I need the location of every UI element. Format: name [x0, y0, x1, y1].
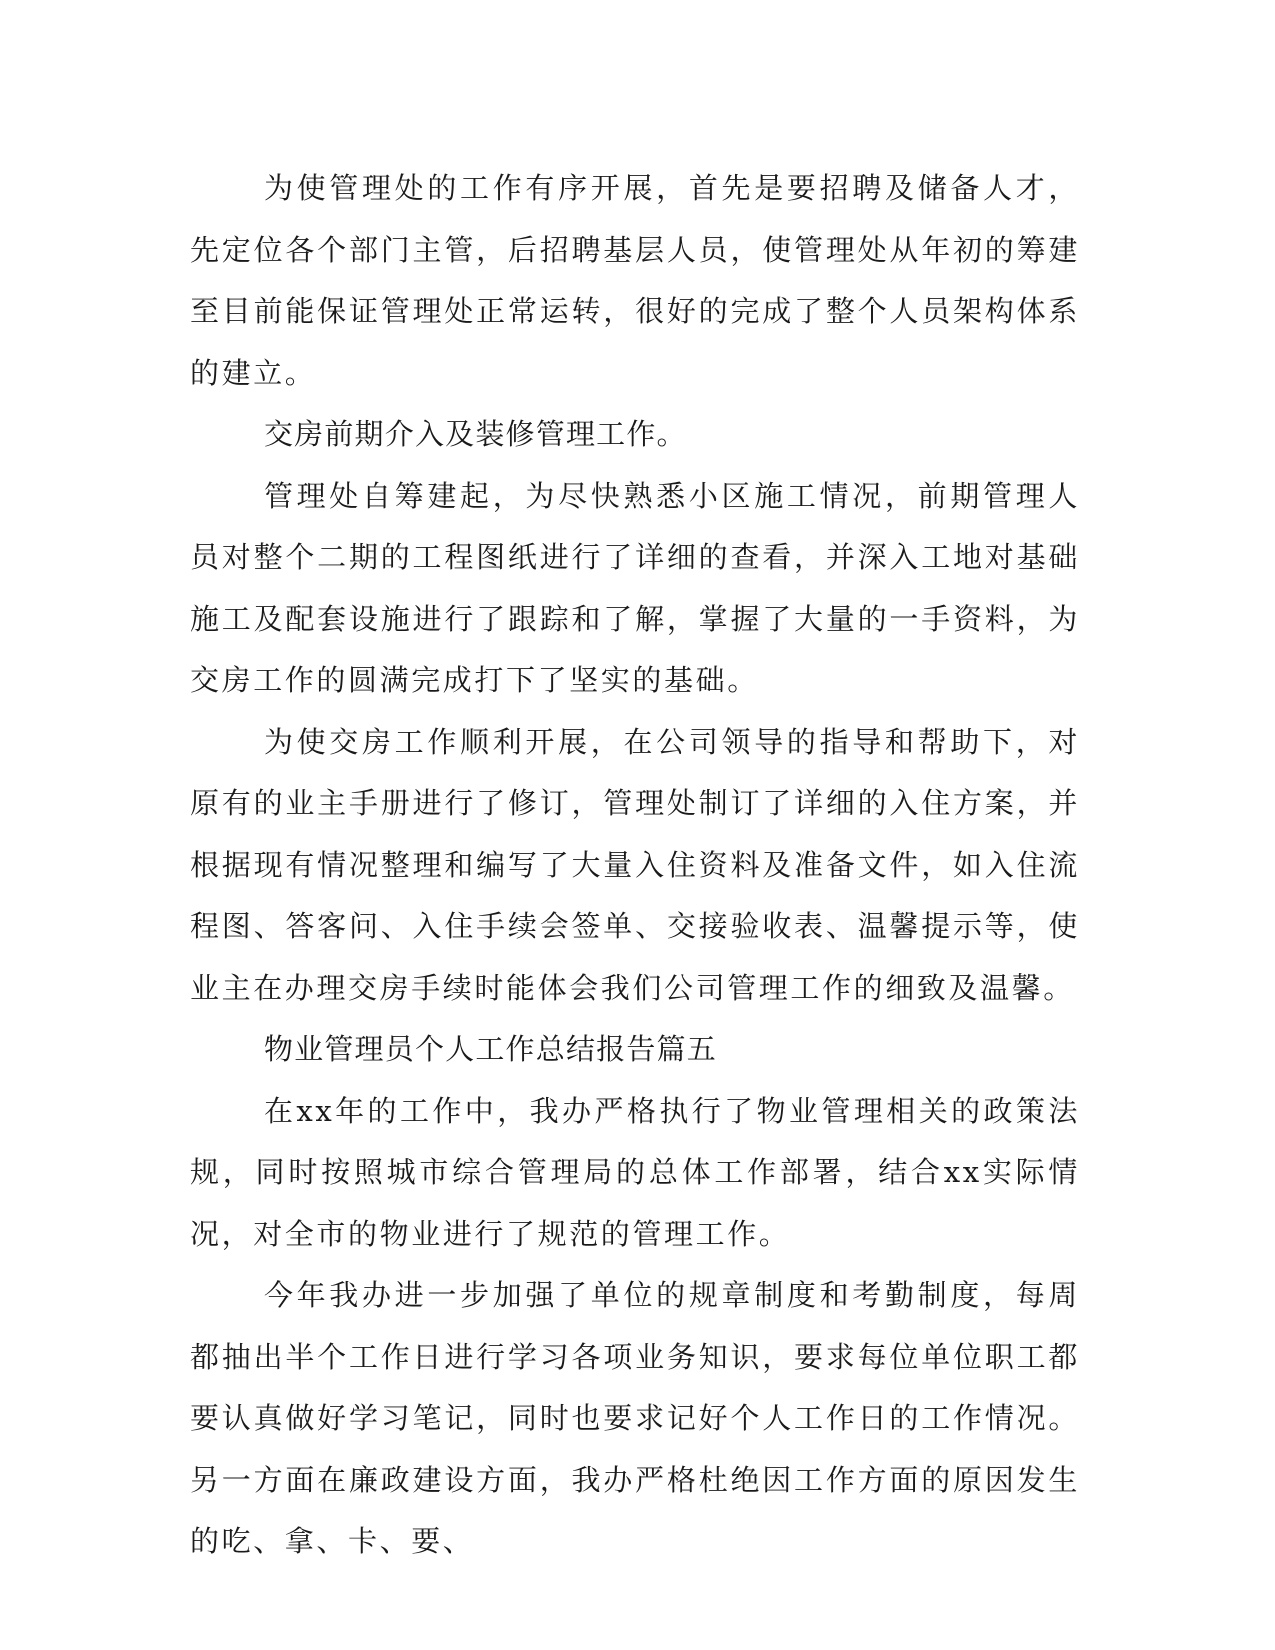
- paragraph-heading-handover: 交房前期介入及装修管理工作。: [263, 417, 687, 451]
- paragraph-section-title: 物业管理员个人工作总结报告篇五: [263, 1032, 717, 1066]
- document-body: [190, 158, 1080, 1573]
- paragraph-policy-execution: 在xx年的工作中，我办严格执行了物业管理相关的政策法规，同时按照城市综合管理局的总体工作部署，结合xx实际情况，对全市的物业进行了规范的管理工作。: [190, 1093, 1080, 1251]
- paragraph-handover-preparation: 为使交房工作顺利开展，在公司领导的指导和帮助下，对原有的业主手册进行了修订，管理处制订了详细的入住方案，并根据现有情况整理和编写了大量入住资料及准备文件，如入住流程图、答客问、入住手续会签单、交接验收表、温馨提示等，使业主在办理交房手续时能体会我们公司管理工作的细致及温馨。: [190, 724, 1080, 1005]
- paragraph-rules-attendance: 今年我办进一步加强了单位的规章制度和考勤制度，每周都抽出半个工作日进行学习各项业务知识，要求每位单位职工都要认真做好学习笔记，同时也要求记好个人工作日的工作情况。另一方面在廉政建设方面，我办严格杜绝因工作方面的原因发生的吃、拿、卡、要、: [190, 1278, 1080, 1558]
- paragraph-staffing: 为使管理处的工作有序开展，首先是要招聘及储备人才，先定位各个部门主管，后招聘基层人员，使管理处从年初的筹建至目前能保证管理处正常运转，很好的完成了整个人员架构体系的建立。: [190, 171, 1080, 390]
- paragraph-early-involvement: 管理处自筹建起，为尽快熟悉小区施工情况，前期管理人员对整个二期的工程图纸进行了详细的查看，并深入工地对基础施工及配套设施进行了跟踪和了解，掌握了大量的一手资料，为交房工作的圆满完成打下了坚实的基础。: [190, 478, 1080, 697]
